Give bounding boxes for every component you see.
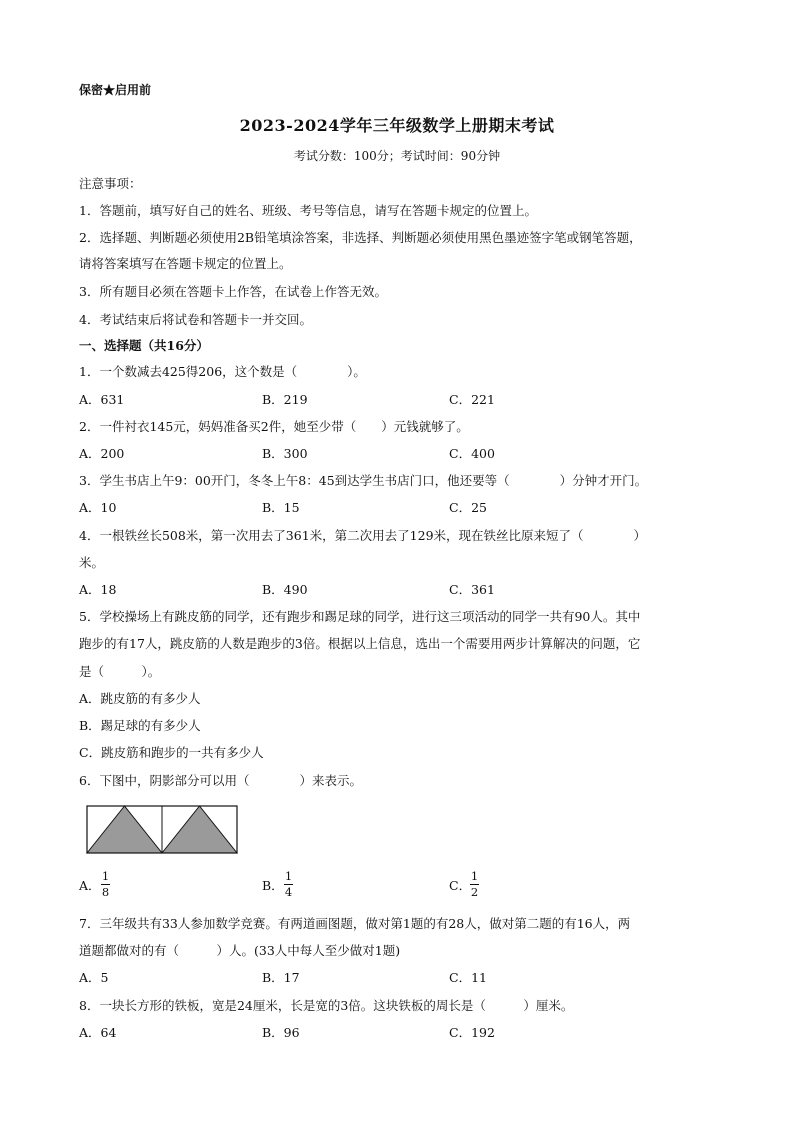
note-item: 1．答题前，填写好自己的姓名、班级、考号等信息，请写在答题卡规定的位置上。 bbox=[79, 203, 537, 218]
q4-option-b: B．490 bbox=[262, 582, 308, 597]
q5-option-a: A．跳皮筋的有多少人 bbox=[79, 691, 201, 706]
q8-option-a: A．64 bbox=[79, 1025, 117, 1040]
question-1-stem: 1．一个数减去425得206，这个数是（ ）。 bbox=[79, 364, 366, 379]
question-5-stem: 5．学校操场上有跳皮筋的同学，还有跑步和踢足球的同学，进行这三项活动的同学一共有90人。其中 bbox=[79, 609, 641, 624]
q8-option-b: B．96 bbox=[262, 1025, 300, 1040]
q7-option-c: C．11 bbox=[449, 970, 487, 985]
q6-option-b-fraction bbox=[284, 870, 293, 899]
denominator: 8 bbox=[101, 885, 110, 899]
question-6-stem: 6．下图中，阴影部分可以用（ ）来表示。 bbox=[79, 773, 362, 788]
q6-option-b-label: B． bbox=[262, 878, 284, 893]
q4-option-a: A．18 bbox=[79, 582, 117, 597]
question-5-stem-cont: 跑步的有17人，跳皮筋的人数是跑步的3倍。根据以上信息，选出一个需要用两步计算解决的问题，它 bbox=[79, 636, 641, 651]
exam-subtitle: 考试分数：100分；考试时间：90分钟 bbox=[293, 149, 501, 163]
q3-option-b: B．15 bbox=[262, 500, 300, 515]
note-item: 4．考试结束后将试卷和答题卡一并交回。 bbox=[79, 312, 312, 327]
note-item: 3．所有题目必须在答题卡上作答，在试卷上作答无效。 bbox=[79, 284, 387, 299]
shaded-triangle bbox=[162, 806, 237, 853]
q5-option-c: C．跳皮筋和跑步的一共有多少人 bbox=[79, 745, 264, 760]
q5-option-b: B．踢足球的有多少人 bbox=[79, 718, 201, 733]
note-item: 2．选择题、判断题必须使用2B铅笔填涂答案，非选择、判断题必须使用黑色墨迹签字笔或钢笔答题， bbox=[79, 230, 642, 245]
q4-option-c: C．361 bbox=[449, 582, 495, 597]
question-4-stem-cont: 米。 bbox=[79, 555, 105, 570]
q6-option-a-label: A． bbox=[79, 878, 101, 893]
q7-option-a: A．5 bbox=[79, 970, 109, 985]
q2-option-b: B．300 bbox=[262, 446, 308, 461]
q6-option-a-fraction bbox=[101, 870, 110, 899]
numerator: 1 bbox=[470, 869, 479, 883]
question-4-stem: 4．一根铁丝长508米，第一次用去了361米，第二次用去了129米，现在铁丝比原来短了（ ） bbox=[79, 528, 647, 543]
question-2-stem: 2．一件衬衣145元，妈妈准备买2件，她至少带（ ）元钱就够了。 bbox=[79, 419, 469, 434]
q1-option-b: B．219 bbox=[262, 392, 308, 407]
q6-option-c-fraction bbox=[470, 870, 479, 899]
shaded-triangle bbox=[87, 806, 162, 853]
q1-option-c: C．221 bbox=[449, 392, 495, 407]
shaded-rectangle-figure bbox=[86, 805, 239, 854]
q6-option-c-label: C． bbox=[449, 878, 472, 893]
question-7-stem: 7．三年级共有33人参加数学竞赛。有两道画图题，做对第1题的有28人，做对第二题的有16人，两 bbox=[79, 916, 631, 931]
q3-option-c: C．25 bbox=[449, 500, 487, 515]
q3-option-a: A．10 bbox=[79, 500, 117, 515]
q2-option-c: C．400 bbox=[449, 446, 495, 461]
notes-heading: 注意事项： bbox=[79, 176, 142, 191]
question-3-stem: 3．学生书店上午9：00开门，冬冬上午8：45到达学生书店门口，他还要等（ ）分钟才开门。 bbox=[79, 473, 648, 488]
q7-option-b: B．17 bbox=[262, 970, 300, 985]
denominator: 2 bbox=[470, 885, 479, 899]
q1-option-a: A．631 bbox=[79, 392, 125, 407]
question-5-stem-end: 是（ ）。 bbox=[79, 664, 161, 679]
exam-title: 2023-2024学年三年级数学上册期末考试 bbox=[239, 116, 555, 135]
confidential-label: 保密★启用前 bbox=[79, 83, 152, 97]
note-item: 请将答案填写在答题卡规定的位置上。 bbox=[79, 256, 292, 271]
q8-option-c: C．192 bbox=[449, 1025, 495, 1040]
numerator: 1 bbox=[101, 869, 110, 883]
denominator: 4 bbox=[284, 885, 293, 899]
question-8-stem: 8．一块长方形的铁板，宽是24厘米，长是宽的3倍。这块铁板的周长是（ ）厘米。 bbox=[79, 998, 574, 1013]
question-7-stem-cont: 道题都做对的有（ ）人。(33人中每人至少做对1题) bbox=[79, 943, 401, 958]
q2-option-a: A．200 bbox=[79, 446, 125, 461]
numerator: 1 bbox=[284, 869, 293, 883]
section-heading: 一、选择题（共16分） bbox=[79, 338, 209, 353]
